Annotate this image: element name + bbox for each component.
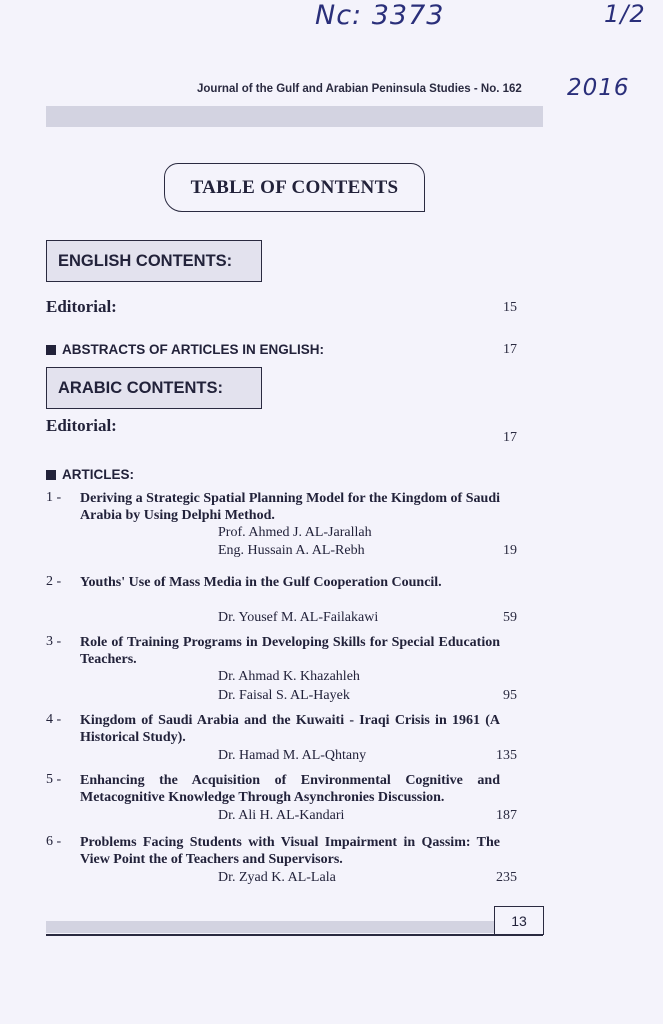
journal-running-header: Journal of the Gulf and Arabian Peninsula Studies - No. 162 (197, 83, 522, 95)
abstracts-label: ABSTRACTS OF ARTICLES IN ENGLISH: (62, 342, 324, 357)
article-author: Dr. Ali H. AL-Kandari (218, 808, 345, 823)
english-editorial-page: 15 (503, 300, 517, 315)
toc-title: TABLE OF CONTENTS (190, 176, 399, 198)
article-page: 135 (496, 748, 517, 763)
square-bullet-icon (46, 345, 56, 355)
english-editorial-label: Editorial: (46, 297, 117, 316)
article-number: 6 - (46, 834, 62, 849)
articles-label: ARTICLES: (62, 467, 134, 482)
article-title: Problems Facing Students with Visual Impairment in Qassim: The View Point the of Teachers and Supervisors. (80, 835, 500, 867)
article-number: 4 - (46, 712, 62, 727)
folio-number: 13 (511, 912, 527, 929)
arabic-contents-box (46, 367, 262, 409)
page-folio (494, 906, 544, 935)
article-number: 2 - (46, 574, 62, 589)
article-author: Prof. Ahmed J. AL-Jarallah (218, 525, 372, 540)
english-contents-heading: ENGLISH CONTENTS: (58, 251, 233, 270)
footer-band (46, 921, 494, 933)
abstracts-page: 17 (503, 342, 517, 357)
footer-rule (46, 934, 543, 936)
toc-title-box (164, 163, 425, 212)
handwritten-year: 2016 (567, 75, 630, 101)
article-author: Dr. Yousef M. AL-Failakawi (218, 610, 379, 625)
article-title: Deriving a Strategic Spatial Planning Model for the Kingdom of Saudi Arabia by Using Delphi Method. (80, 491, 500, 523)
article-page: 235 (496, 870, 517, 885)
article-title: Youths' Use of Mass Media in the Gulf Cooperation Council. (80, 575, 442, 590)
abstracts-heading (46, 342, 324, 357)
article-page: 19 (503, 543, 517, 558)
article-number: 3 - (46, 634, 62, 649)
articles-heading (46, 467, 134, 482)
arabic-editorial-label: Editorial: (46, 416, 117, 435)
arabic-contents-heading: ARABIC CONTENTS: (58, 378, 223, 397)
article-author: Dr. Hamad M. AL-Qhtany (218, 748, 367, 763)
handwritten-fraction: 1/2 (604, 0, 646, 28)
article-page: 187 (496, 808, 517, 823)
arabic-editorial-page: 17 (503, 430, 517, 445)
article-page: 59 (503, 610, 517, 625)
article-number: 5 - (46, 772, 62, 787)
article-author: Dr. Ahmad K. Khazahleh (218, 669, 360, 684)
square-bullet-icon (46, 470, 56, 480)
article-title: Kingdom of Saudi Arabia and the Kuwaiti - Iraqi Crisis in 1961 (A Historical Study). (80, 713, 500, 745)
article-number: 1 - (46, 490, 62, 505)
article-author: Dr. Zyad K. AL-Lala (218, 870, 336, 885)
article-title: Enhancing the Acquisition of Environmental Cognitive and Metacognitive Knowledge Through Asynchronies Discussion. (80, 773, 500, 805)
english-contents-box (46, 240, 262, 282)
handwritten-catalog-number: Nc: 3373 (315, 0, 445, 31)
article-page: 95 (503, 688, 517, 703)
article-author: Dr. Faisal S. AL-Hayek (218, 688, 350, 703)
article-title: Role of Training Programs in Developing Skills for Special Education Teachers. (80, 635, 500, 667)
article-author: Eng. Hussain A. AL-Rebh (218, 543, 365, 558)
header-band (46, 106, 543, 127)
